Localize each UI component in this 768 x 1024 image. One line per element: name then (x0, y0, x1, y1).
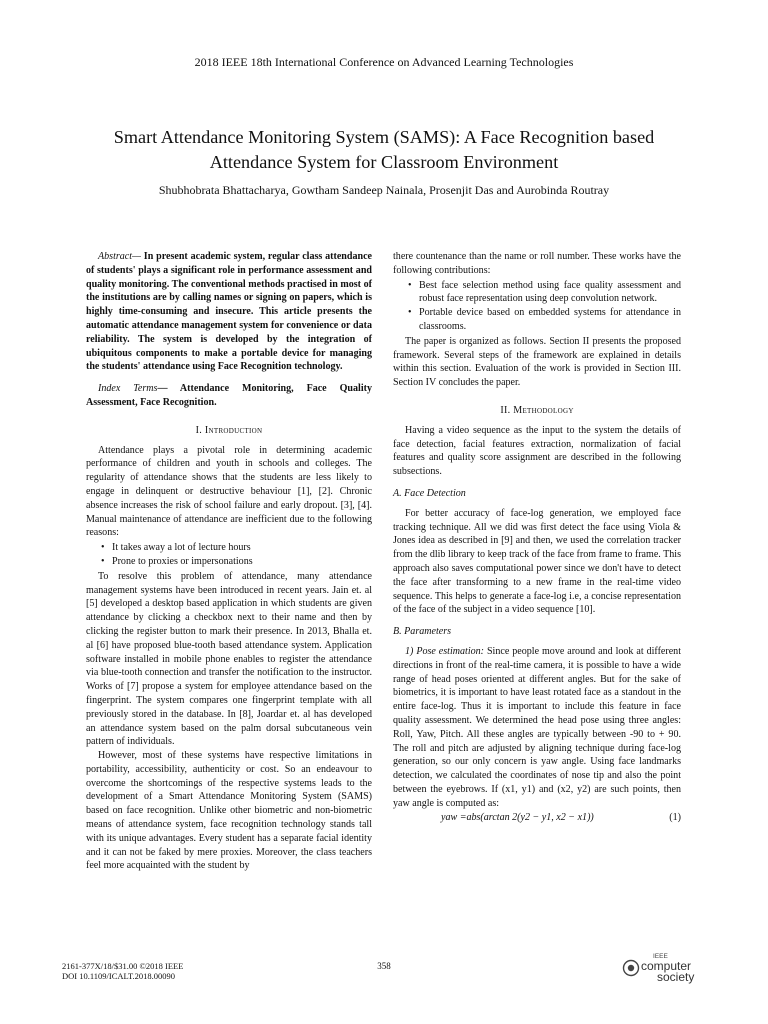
contributions-intro: there countenance than the name or roll number. These works have the following contributions: (393, 251, 681, 276)
paper-title (60, 125, 708, 175)
yaw-equation: yaw =abs(arctan 2(y2 − y1, x2 − x1)) (441, 812, 594, 824)
list-item: • Best face selection method using face quality assessment and robust face representation using deep convolution network. (419, 279, 681, 307)
logo-society-text: society (657, 970, 695, 984)
index-terms (86, 382, 372, 410)
index-terms-label: Index Terms (98, 383, 158, 395)
abstract (86, 250, 372, 374)
section-title: Methodology (513, 404, 574, 416)
list-item: • Prone to proxies or impersonations (112, 555, 372, 569)
subsection-heading-face-detection: A. Face Detection (393, 487, 466, 499)
equation-row (393, 811, 681, 825)
intro-paragraph-3: However, most of these systems have respective limitations in portability, accessibility, authenticity or cost. So an endeavour to overcome the shortcomings of the respective systems leads to the development of a Smart Attendance Monitoring System (SAMS) based on face recognition. Unlike other biometric and non-biometric means of attendance system, face recognition technology stands tall with its unique advantages. Every student has a separate facial identity and it can not be faked by mere proxies. Moreover, the class teachers feel more acquainted with the student by (86, 750, 372, 872)
face-detection-paragraph: For better accuracy of face-log generation, we employed face tracking technique. All we did was first detect the face using Viola & Jones idea as described in [9] and then, we used the correlation tracker from the dlib library to keep track of the face from frame to frame. This approach also saves computational power since we don't have to detect the face after transforming to a new frame in the real-time video sequence. This helps to generate a face-log i.e, a concise representation of the face of the subject in a video sequence [10]. (393, 507, 681, 616)
intro-bullet-list (86, 541, 372, 569)
organization-paragraph: The paper is organized as follows. Section II presents the proposed framework. Several steps of the framework are explained in details within this section. Evaluation of the work is provided in Section III. Section IV concludes the paper. (393, 335, 681, 389)
logo-ieee-text: IEEE (653, 953, 668, 960)
pose-estimation-label: 1) Pose estimation: (405, 645, 485, 657)
ieee-computer-society-logo (622, 953, 702, 987)
intro-paragraph-1: Attendance plays a pivotal role in determining academic performance of children and youth in schools and colleges. The regularity of attendance shows that the students are less likely to engage in delinquent or destructive behaviour [1], [2]. Chronic absence increases the risk of school failure and early dropout. [3], [4]. Manual maintenance of attendance are inefficient due to the following reasons: (86, 444, 372, 539)
section-heading-methodology (393, 404, 681, 418)
abstract-text: In present academic system, regular class attendance of students' plays a significant role in performance assessment and quality monitoring. The conventional methods practised in most of the institutions are by calling names or signing on papers, which is highly time-consuming and insecure. This article presents the automatic attendance management system for convenience or data reliability. The system is developed by the integration of ubiquitous components to make a portable device for managing the students' attendance using Face Recognition technology. (86, 251, 372, 373)
section-numeral: II. (500, 404, 511, 416)
equation-number: (1) (669, 812, 681, 824)
intro-paragraph-2: To resolve this problem of attendance, many attendance management systems have been introduced in recent years. Jain et. al [5] developed a desktop based application in which students are given attendance by clicking a checkbox next to their name and then by clicking the register button to mark their presence. In 2013, Bhalla et. al [6] have proposed blue-tooth based attendance system. Application software installed in mobile phone enables to register the attendance via blue-tooth connection and transfer the notification to the instructor. Works of [7] propose a system for employee attendance based on the fingerprint. The system compares one fingerprint template with all previously stored in the database. In [8], Joardar et. al has developed an attendance system based on the palm dorsal subcutaneous vein pattern of individuals. (86, 570, 372, 748)
right-column (393, 250, 681, 825)
footer-issn: 2161-377X/18/$31.00 ©2018 IEEE (62, 961, 184, 971)
abstract-label: Abstract— (98, 251, 141, 262)
logo-computer-text: computer (641, 959, 692, 973)
footer-doi: DOI 10.1109/ICALT.2018.00090 (62, 971, 176, 981)
contributions-list (393, 279, 681, 334)
index-terms-text: — Attendance Monitoring, Face Quality Assessment, Face Recognition. (86, 383, 372, 408)
title-line-2: Attendance System for Classroom Environment (209, 152, 559, 172)
page-number: 358 (377, 961, 391, 971)
methodology-paragraph: Having a video sequence as the input to the system the details of face detection, facial features extraction, normalization of facial features and quality score assignment are described in the following subsections. (393, 424, 681, 478)
list-item: • It takes away a lot of lecture hours (112, 541, 372, 555)
section-numeral: I. (195, 424, 203, 436)
computer-society-icon (622, 959, 640, 977)
list-item: • Portable device based on embedded systems for attendance in classrooms. (419, 306, 681, 334)
left-column (86, 250, 372, 873)
pose-estimation-text: Since people move around and look at different directions in front of the real-time camera, it is possible to have a wide range of head poses oriented at different angles. But for the sake of biometrics, it is important to have least rotated face as a standout in the entire face-log. Thus it is important to include this feature in face quality assessment. We determined the head pose using three angles: Roll, Yaw, Pitch. All these angles are typically between -90 to + 90. The roll and pitch are adjusted by aligning technique during face-log generation, so our only concern is yaw angle. Using face landmarks detection, we calculated the coordinates of nose tip and also the point between the eyebrows. If (x1, y1) and (x2, y2) are such points, then yaw angle is computed as: (393, 645, 681, 809)
pose-estimation-paragraph (393, 645, 681, 811)
subsection-heading-parameters: B. Parameters (393, 626, 452, 638)
section-title: Introduction (204, 424, 263, 436)
conference-header: 2018 IEEE 18th International Conference on Advanced Learning Technologies (194, 55, 574, 69)
title-line-1: Smart Attendance Monitoring System (SAMS): A Face Recognition based (113, 127, 655, 147)
section-heading-introduction (86, 424, 372, 438)
author-list: Shubhobrata Bhattacharya, Gowtham Sandeep Nainala, Prosenjit Das and Aurobinda Routray (158, 183, 610, 197)
